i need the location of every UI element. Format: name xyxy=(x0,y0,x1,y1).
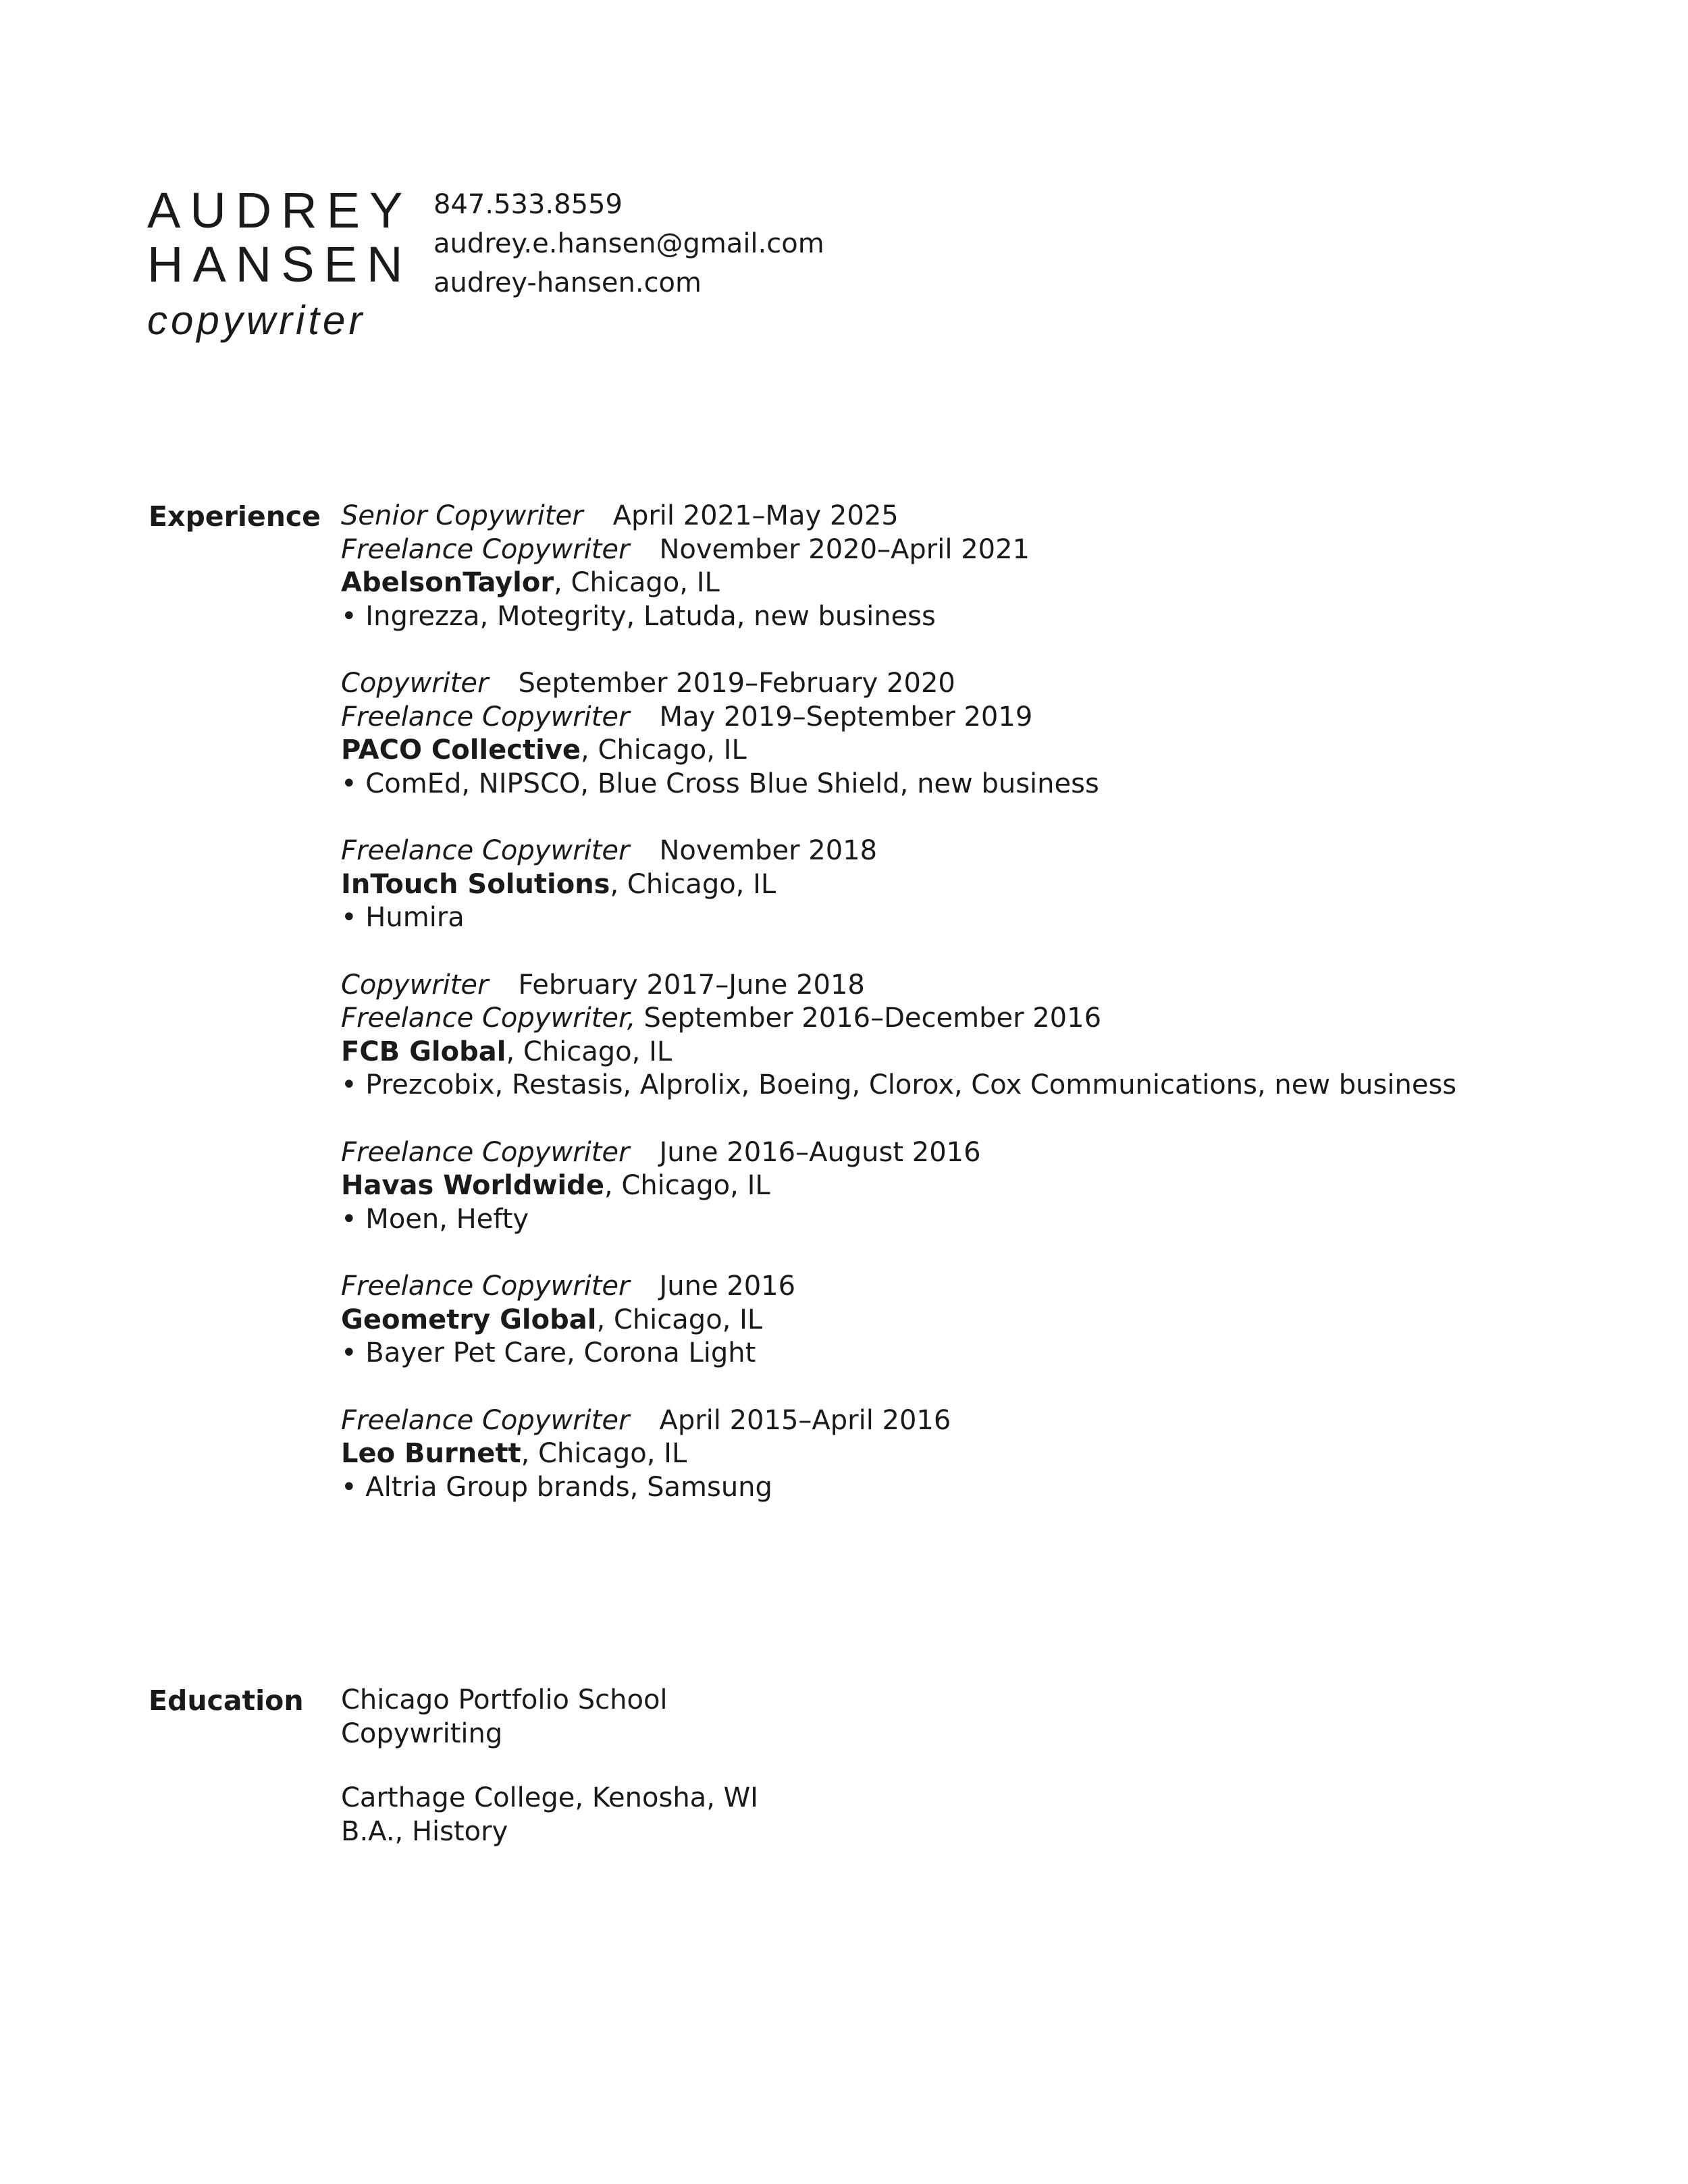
company-location: , Chicago, IL xyxy=(521,1438,687,1469)
email-address: audrey.e.hansen@gmail.com xyxy=(433,228,824,259)
company-line xyxy=(341,1304,1456,1337)
company-line xyxy=(341,566,1456,600)
company-name: PACO Collective xyxy=(341,735,581,766)
role-dates: June 2016 xyxy=(659,1271,796,1302)
client-list: • Humira xyxy=(341,902,465,933)
experience-entry xyxy=(341,834,1456,935)
experience-entry xyxy=(341,969,1456,1102)
role-line xyxy=(341,1404,1456,1438)
company-line xyxy=(341,1169,1456,1203)
company-line xyxy=(341,1437,1456,1471)
role-line xyxy=(341,667,1456,701)
client-list: • Ingrezza, Motegrity, Latuda, new business xyxy=(341,600,936,632)
role-title: Senior Copywriter xyxy=(341,500,583,531)
client-list: • Bayer Pet Care, Corona Light xyxy=(341,1337,756,1368)
client-list: • Altria Group brands, Samsung xyxy=(341,1471,772,1503)
experience-entry xyxy=(341,667,1456,801)
role-dates: February 2017–June 2018 xyxy=(518,969,865,1001)
role-title: Freelance Copywriter xyxy=(341,533,630,565)
experience-list xyxy=(341,500,1456,1504)
company-line xyxy=(341,734,1456,768)
school-name: Chicago Portfolio School xyxy=(341,1684,668,1715)
education-entry xyxy=(341,1782,758,1848)
company-location: , Chicago, IL xyxy=(604,1170,770,1201)
role-title: Freelance Copywriter xyxy=(341,835,630,866)
company-location: , Chicago, IL xyxy=(581,735,747,766)
experience-entry xyxy=(341,500,1456,633)
phone-number: 847.533.8559 xyxy=(433,189,623,220)
role-title: Freelance Copywriter xyxy=(341,1271,630,1302)
first-name: AUDREY xyxy=(147,182,413,238)
role-title: Freelance Copywriter xyxy=(341,701,630,733)
company-name: AbelsonTaylor xyxy=(341,567,554,598)
company-name: Havas Worldwide xyxy=(341,1170,604,1201)
program-name: B.A., History xyxy=(341,1815,508,1847)
website-url: audrey-hansen.com xyxy=(433,267,702,298)
role-dates: April 2015–April 2016 xyxy=(659,1404,951,1436)
company-name: InTouch Solutions xyxy=(341,868,610,900)
education-list xyxy=(341,1684,758,1880)
experience-entry xyxy=(341,1136,1456,1237)
role-line xyxy=(341,500,1456,533)
role-line xyxy=(341,1002,1456,1036)
role-title: Freelance Copywriter xyxy=(341,1404,630,1436)
client-list: • Prezcobix, Restasis, Alprolix, Boeing, Clorox, Cox Communications, new business xyxy=(341,1069,1457,1100)
role-title: Copywriter xyxy=(341,969,489,1001)
company-location: , Chicago, IL xyxy=(596,1304,763,1335)
company-line xyxy=(341,1036,1456,1069)
role-line xyxy=(341,1270,1456,1304)
education-heading: Education xyxy=(149,1684,304,1717)
company-location: , Chicago, IL xyxy=(506,1036,672,1067)
experience-heading: Experience xyxy=(149,500,321,533)
role-dates: November 2020–April 2021 xyxy=(659,533,1030,565)
contact-block xyxy=(433,185,824,302)
role-dates: June 2016–August 2016 xyxy=(659,1136,981,1168)
school-name: Carthage College, Kenosha, WI xyxy=(341,1782,758,1813)
client-list: • ComEd, NIPSCO, Blue Cross Blue Shield, new business xyxy=(341,768,1099,799)
experience-entry xyxy=(341,1270,1456,1370)
name-block xyxy=(147,184,431,344)
company-name: Geometry Global xyxy=(341,1304,597,1335)
role-dates: April 2021–May 2025 xyxy=(612,500,899,531)
role-title: Copywriter xyxy=(341,668,489,699)
education-entry xyxy=(341,1684,758,1751)
role-dates: September 2019–February 2020 xyxy=(518,668,955,699)
role-line xyxy=(341,834,1456,868)
company-line xyxy=(341,868,1456,902)
role-line xyxy=(341,533,1456,567)
role-line xyxy=(341,701,1456,735)
company-name: FCB Global xyxy=(341,1036,506,1067)
experience-entry xyxy=(341,1404,1456,1505)
company-location: , Chicago, IL xyxy=(554,567,720,598)
role-line xyxy=(341,1136,1456,1170)
last-name: HANSEN xyxy=(147,236,413,292)
role-dates: May 2019–September 2019 xyxy=(659,701,1033,733)
job-role: copywriter xyxy=(147,298,366,343)
client-list: • Moen, Hefty xyxy=(341,1203,529,1235)
role-dates: November 2018 xyxy=(659,835,878,866)
company-location: , Chicago, IL xyxy=(610,868,776,900)
role-title: Freelance Copywriter, xyxy=(341,1003,636,1034)
company-name: Leo Burnett xyxy=(341,1438,521,1469)
program-name: Copywriting xyxy=(341,1717,503,1749)
role-line xyxy=(341,969,1456,1003)
role-title: Freelance Copywriter xyxy=(341,1136,630,1168)
role-dates: September 2016–December 2016 xyxy=(643,1003,1102,1034)
